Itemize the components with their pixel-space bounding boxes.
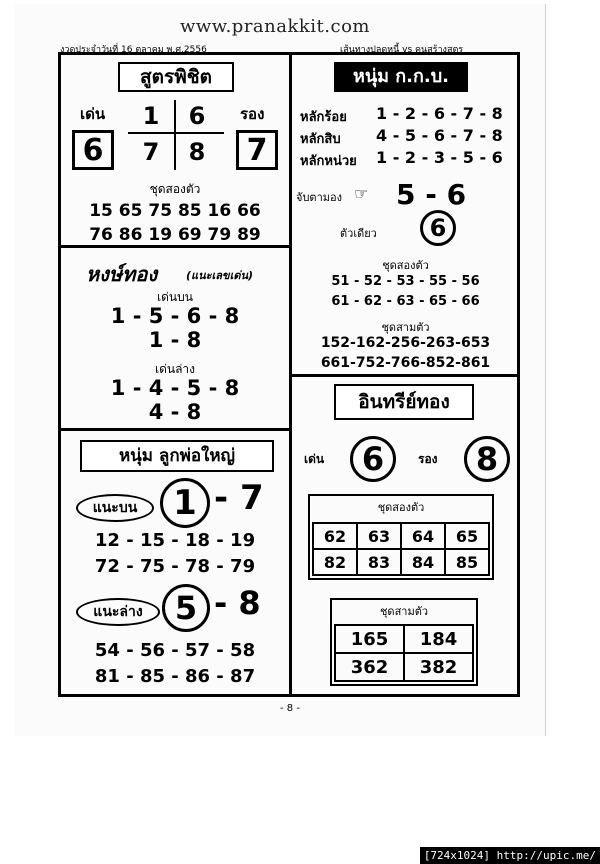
nummai-lang-oval: แนะล่าง (76, 598, 160, 626)
grid-cell: 184 (404, 625, 473, 653)
grid-cell: 85 (445, 549, 489, 575)
nummai-bon-second: - 7 (214, 478, 264, 518)
page-number: - 8 - (280, 703, 300, 714)
nummai-title: หนุ่ม ลูกพ่อใหญ่ (80, 440, 274, 472)
cross-top-left: 1 (142, 102, 160, 130)
grid-cell: 165 (335, 625, 404, 653)
hong-bon-label: เด่นบน (157, 290, 193, 304)
insee-three-grid (334, 624, 474, 682)
sutr-title: สูตรพิชิต (118, 62, 234, 92)
grid-cell: 84 (401, 549, 445, 575)
nummai-bon-oval: แนะบน (76, 494, 154, 522)
table-row (335, 653, 473, 681)
knb-three-row2: 661-752-766-852-861 (320, 355, 491, 371)
cross-bottom-right: 8 (188, 138, 206, 166)
grid-cell: 65 (445, 523, 489, 549)
knb-pair-row2: 61 - 62 - 63 - 65 - 66 (331, 294, 480, 309)
knb-jab-value: 5 - 6 (396, 178, 467, 211)
insee-pair-grid (312, 522, 490, 576)
knb-pair-label: ชุดสองตัว (382, 259, 429, 272)
sutr-rong-box: 7 (236, 130, 278, 170)
knb-pair-row1: 51 - 52 - 53 - 55 - 56 (331, 274, 480, 289)
knb-tem-label: ตัวเดียว (340, 227, 377, 240)
site-watermark: www.pranakkit.com (179, 16, 370, 37)
insee-title: อินทรีย์ทอง (334, 384, 474, 420)
grid-cell: 82 (313, 549, 357, 575)
knb-row-label: หลักสิบ (300, 132, 341, 147)
sutr-den-box: 6 (72, 130, 114, 170)
grid-cell: 62 (313, 523, 357, 549)
cross-top-right: 6 (188, 102, 206, 130)
cross-vertical (174, 100, 176, 170)
hong-lang-row1: 1 - 4 - 5 - 8 (110, 376, 240, 400)
insee-den-label: เด่น (304, 452, 325, 466)
nummai-lang-circle: 5 (162, 584, 210, 632)
hong-lang-row2: 4 - 8 (148, 400, 202, 424)
sutr-pair-row2: 76 86 19 69 79 89 (89, 225, 261, 245)
nummai-lang-second: - 8 (214, 584, 261, 622)
section-divider (289, 374, 520, 377)
hong-lang-label: เด่นล่าง (154, 362, 196, 376)
knb-row-label: หลักหน่วย (300, 154, 357, 169)
nummai-lang-row2: 81 - 85 - 86 - 87 (94, 666, 256, 687)
grid-cell: 362 (335, 653, 404, 681)
knb-row-value: 1 - 2 - 3 - 5 - 6 (376, 148, 503, 167)
cross-bottom-left: 7 (142, 138, 160, 166)
knb-row-label: หลักร้อย (300, 110, 347, 125)
knb-three-label: ชุดสามตัว (381, 321, 430, 334)
grid-cell: 64 (401, 523, 445, 549)
hong-bon-row1: 1 - 5 - 6 - 8 (110, 304, 240, 328)
table-row (313, 549, 489, 575)
draw-date: งวดประจำวันที่ 16 ตุลาคม พ.ศ.2556 (60, 45, 207, 55)
hong-bon-row2: 1 - 8 (148, 328, 202, 352)
grid-cell: 83 (357, 549, 401, 575)
section-divider (58, 245, 291, 248)
insee-pair-label: ชุดสองตัว (377, 501, 425, 514)
hong-subtitle: (แนะเลขเด่น) (186, 269, 254, 282)
knb-jab-label: จับตามอง (296, 191, 342, 204)
sutr-den-label: เด่น (80, 105, 106, 123)
pointing-hand-icon: ☞ (354, 184, 369, 203)
nummai-bon-circle: 1 (160, 478, 210, 528)
column-title: เส้นทางปลดหนี้ vs คนสร้างสูตร (340, 45, 464, 55)
section-divider (58, 428, 291, 431)
sutr-pair-row1: 15 65 75 85 16 66 (89, 201, 261, 221)
sutr-rong-label: รอง (240, 105, 265, 123)
nummai-lang-row1: 54 - 56 - 57 - 58 (94, 640, 256, 661)
grid-cell: 63 (357, 523, 401, 549)
sutr-pair-label: ชุดสองตัว (149, 182, 201, 196)
insee-den-circle: 6 (350, 436, 396, 482)
insee-rong-circle: 8 (464, 436, 510, 482)
knb-tem-circle: 6 (420, 210, 456, 246)
nummai-bon-row2: 72 - 75 - 78 - 79 (94, 556, 256, 577)
knb-three-row1: 152-162-256-263-653 (320, 335, 491, 351)
hong-title: หงษ์ทอง (86, 262, 158, 286)
table-row (335, 625, 473, 653)
knb-title: หนุ่ม ก.ก.บ. (334, 62, 468, 92)
insee-three-label: ชุดสามตัว (379, 605, 429, 618)
insee-rong-label: รอง (418, 452, 438, 466)
cross-horizontal (128, 132, 224, 134)
image-host-footer: [724x1024] http://upic.me/ (420, 847, 600, 864)
knb-row-value: 1 - 2 - 6 - 7 - 8 (376, 104, 503, 123)
nummai-bon-row1: 12 - 15 - 18 - 19 (94, 530, 256, 551)
knb-row-value: 4 - 5 - 6 - 7 - 8 (376, 126, 503, 145)
table-row (313, 523, 489, 549)
grid-cell: 382 (404, 653, 473, 681)
